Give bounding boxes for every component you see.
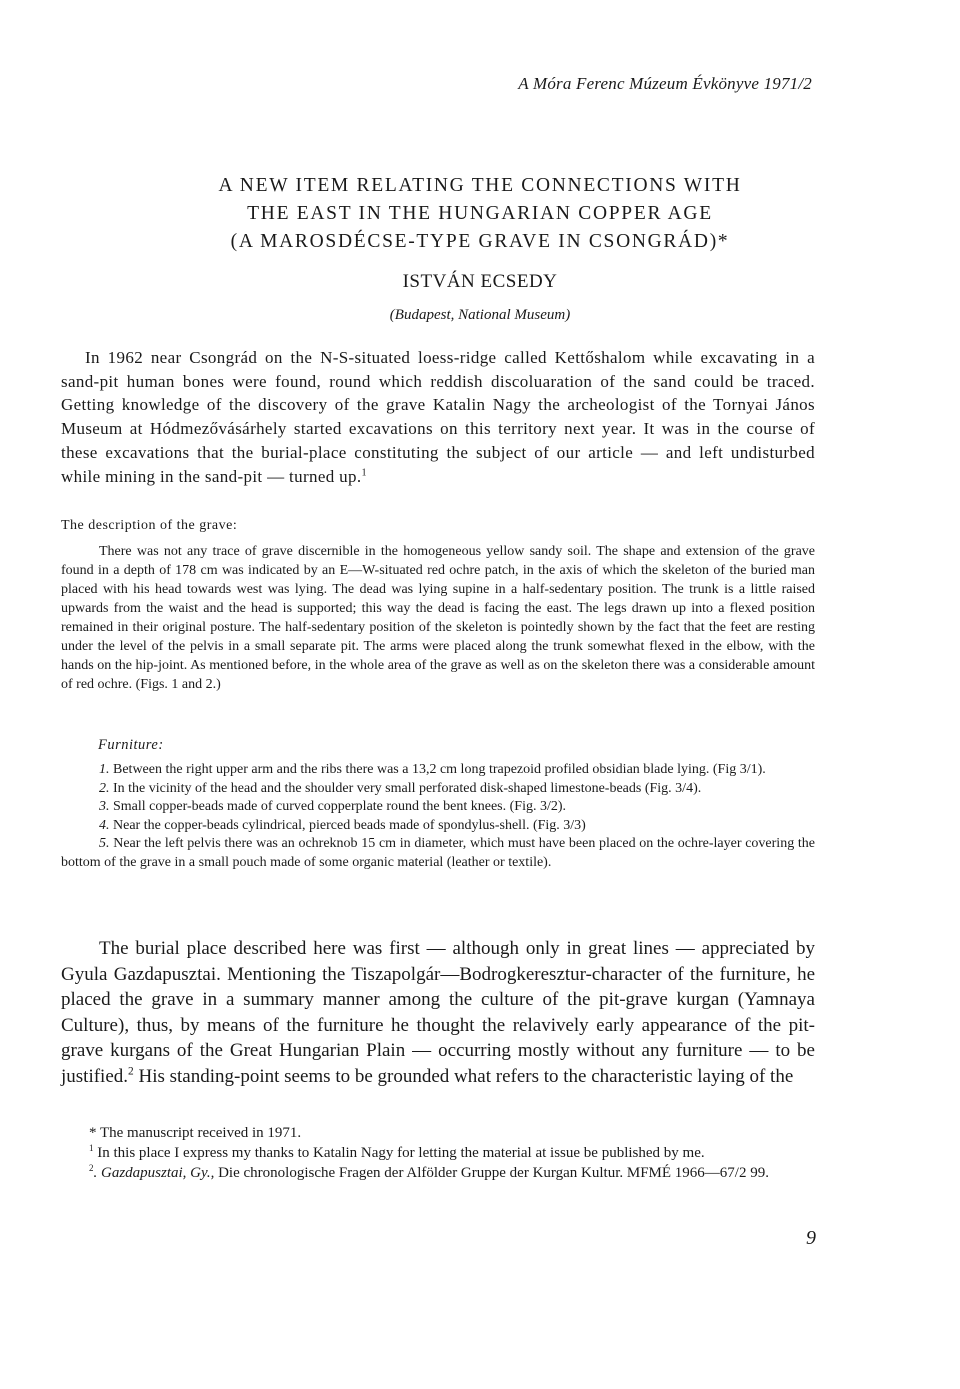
furniture-item-number: 5. — [99, 836, 110, 852]
main-text-a: The burial place described here was first — although only in great lines — appreciated by Gyula Gazdapusztai. Mentioning the Tiszapolgár—Bodrogkeresztur-character of the furniture, he placed the grave in a summary manner among the culture of the pit-grave kurgan (Yamnaya Culture), thus, by means of the furniture he thought the relavively early appearance of the pit-grave kurgans of the Great Hungarian Plain — occurring mostly without any furniture — to be justified. — [61, 938, 815, 1087]
footnote-ref-2: 2 — [128, 1065, 134, 1078]
title-line-2: THE EAST IN THE HUNGARIAN COPPER AGE — [247, 203, 713, 224]
main-text-b: His standing-point seems to be grounded what refers to the characteristic laying of the — [133, 1065, 794, 1087]
footnote-star: * The manuscript received in 1971. — [89, 1125, 302, 1141]
furniture-item — [61, 835, 815, 872]
furniture-heading: Furniture: — [98, 737, 164, 753]
furniture-item-number: 1. — [99, 762, 110, 777]
furniture-item-number: 2. — [99, 780, 110, 796]
furniture-list — [61, 761, 815, 873]
footnotes — [61, 1124, 815, 1183]
intro-paragraph — [61, 346, 815, 488]
footnote-1-text: In this place I express my thanks to Katalin Nagy for letting the material at issue be published by me. — [93, 1144, 705, 1161]
furniture-item-text: Near the copper-beads cylindrical, pierced beads made of spondylus-shell. (Fig. 3/3) — [113, 817, 586, 833]
furniture-item-number: 3. — [99, 799, 110, 815]
footnote-2 — [61, 1164, 815, 1184]
footnote-2-author: . Gazdapusztai, Gy., — [93, 1164, 215, 1181]
page-number: 9 — [806, 1227, 816, 1249]
author-name: ISTVÁN ECSEDY — [402, 271, 558, 292]
author-affiliation: (Budapest, National Museum) — [389, 307, 571, 323]
furniture-item-text: Small copper-beads made of curved copperplate round the bent knees. (Fig. 3/2). — [113, 799, 567, 815]
article-title — [136, 172, 824, 256]
running-head: A Móra Ferenc Múzeum Évkönyve 1971/2 — [518, 74, 812, 93]
furniture-item — [61, 780, 815, 799]
footnote-1 — [61, 1144, 815, 1164]
furniture-item — [61, 761, 815, 780]
furniture-item-text: Near the left pelvis there was an ochreknob 15 cm in diameter, which must have been placed on the ochre-layer covering the bottom of the grave in a small pouch made of some organic material (leather or textile). — [61, 836, 816, 870]
furniture-item-text: Between the right upper arm and the ribs there was a 13,2 cm long trapezoid profiled obsidian blade lying. (Fig 3/1). — [113, 762, 766, 777]
furniture-item-text: In the vicinity of the head and the shoulder very small perforated disk-shaped limestone-beads (Fig. 3/4). — [113, 780, 702, 796]
footnote-2-mark: 2 — [89, 1162, 94, 1173]
furniture-item-number: 4. — [99, 817, 110, 833]
intro-text: In 1962 near Csongrád on the N-S-situated loess-ridge called Kettőshalom while excavating in a sand-pit human bones were found, round which reddish discoluaration of the sand could be traced. Getting knowledge of the discovery of the grave Katalin Nagy the archeologist of the Tornyai János Museum at Hódmezővásárhely started excavations on this territory next year. It was in the course of these excavations that the burial-place constituting the subject of our article — and left undisturbed while mining in the sand-pit — turned up. — [61, 348, 815, 486]
title-line-1: A NEW ITEM RELATING THE CONNECTIONS WITH — [218, 175, 742, 196]
footnote-ref-1: 1 — [361, 466, 367, 478]
title-line-3: (A MAROSDÉCSE-TYPE GRAVE IN CSONGRÁD)* — [230, 231, 730, 252]
description-heading: The description of the grave: — [61, 518, 238, 533]
description-text: There was not any trace of grave discernible in the homogeneous yellow sandy soil. The shape and extension of the grave found in a depth of 178 cm was indicated by an E—W-situated red ochre patch, in the axis of which the skeleton of the buried man placed with his head towards west was lying. The dead was lying supine in a half-sedentary position. The trunk is a little raised upwards from the waist and the head is supported; this way the dead is facing the east. The legs drawn up into a flexed position remained in their original posture. The half-sedentary position of the skeleton is pointedly shown by the fact that the feet are resting under the level of the pelvis in a small separate pit. The arms were placed along the trunk somewhat flexed in the elbow, with the hands on the hip-joint. As mentioned before, in the whole area of the grave as well as on the skeleton there was a considerable amount of red ochre. (Figs. 1 and 2.) — [61, 544, 815, 692]
footnote-1-mark: 1 — [89, 1142, 94, 1153]
footnote-2-text: Die chronologische Fragen der Alfölder Gruppe der Kurgan Kultur. MFMÉ 1966—67/2 99. — [214, 1164, 769, 1181]
furniture-item — [61, 817, 815, 836]
furniture-item — [61, 798, 815, 817]
main-paragraph — [61, 936, 815, 1090]
description-paragraph — [61, 542, 815, 694]
